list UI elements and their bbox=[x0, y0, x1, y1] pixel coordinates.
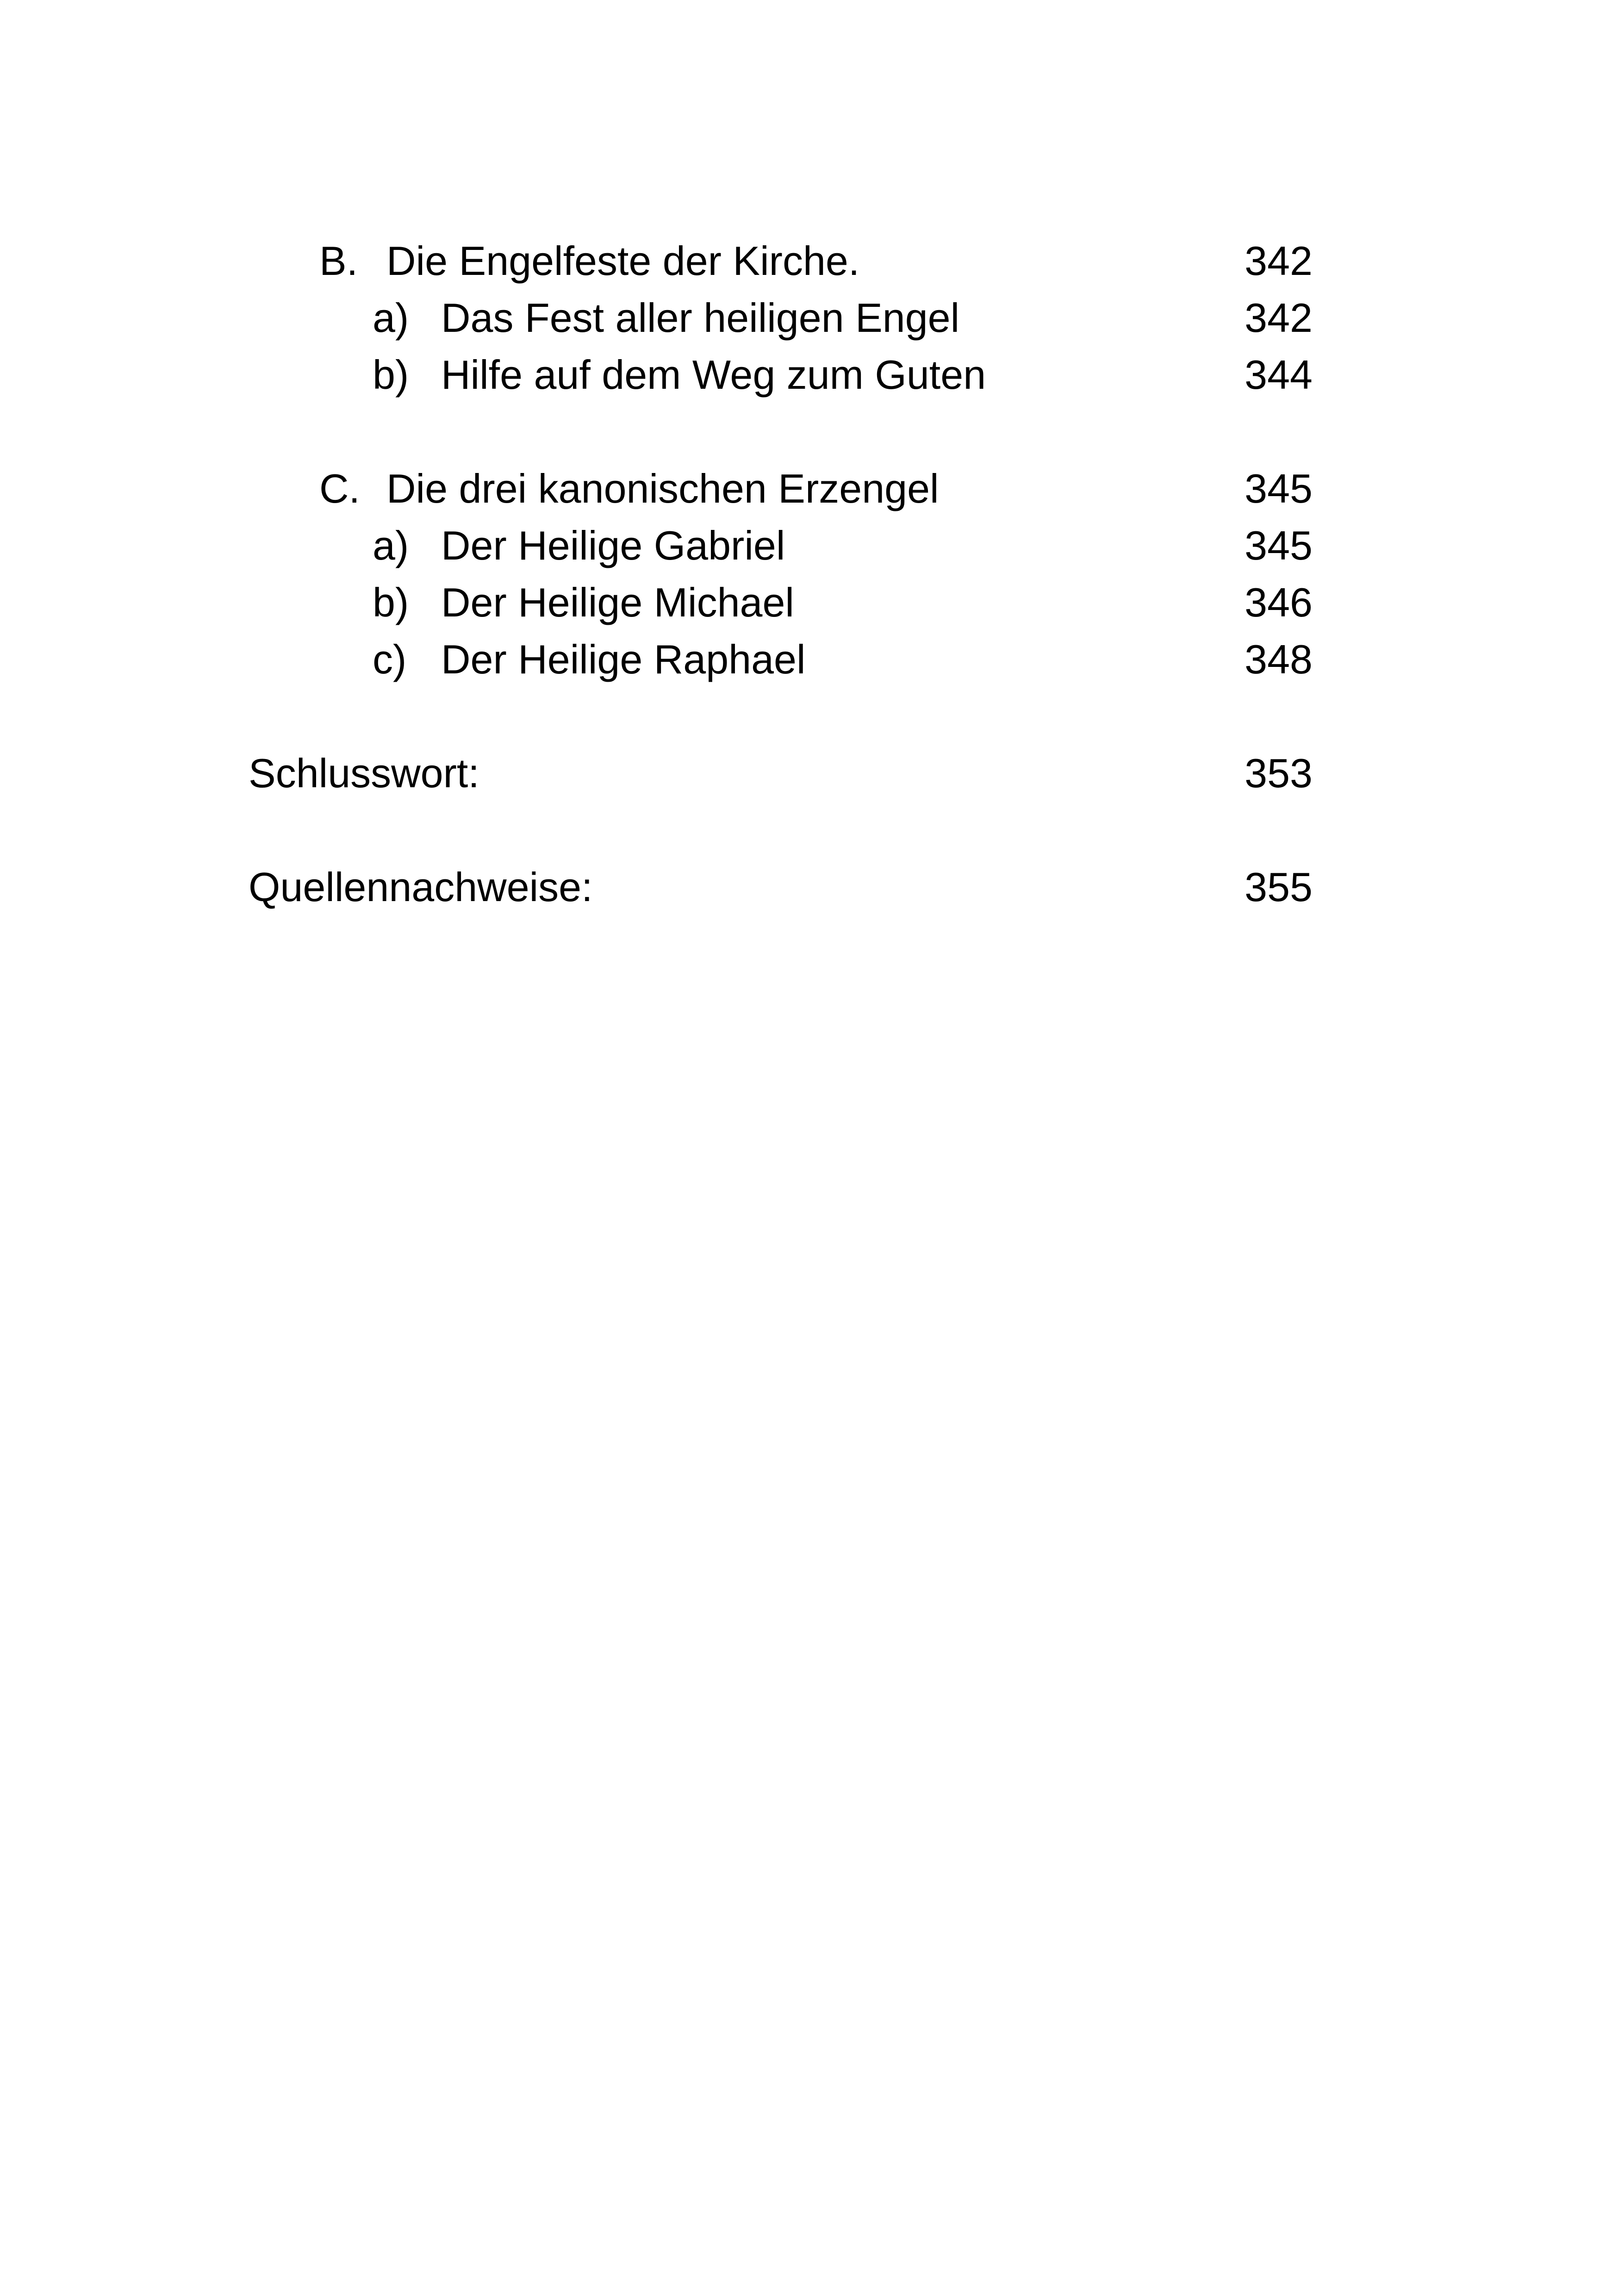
toc-entry-subsection bbox=[0, 289, 1618, 346]
toc-entry-subsection bbox=[0, 631, 1618, 688]
toc-entry-quellennachweise bbox=[0, 859, 1618, 915]
toc-entry-title: Schlusswort: bbox=[249, 750, 479, 796]
toc-entry-subsection bbox=[0, 517, 1618, 574]
toc-entry-title: Die drei kanonischen Erzengel bbox=[386, 466, 939, 511]
toc-entry-subsection bbox=[0, 346, 1618, 403]
toc-entry-page-number: 345 bbox=[1245, 523, 1313, 568]
toc-entry-marker: a) bbox=[373, 523, 409, 568]
toc-entry-marker: C. bbox=[319, 466, 360, 511]
toc-entry-page-number: 344 bbox=[1245, 352, 1313, 398]
toc-entry-title: Hilfe auf dem Weg zum Guten bbox=[441, 352, 986, 398]
toc-entry-title: Der Heilige Michael bbox=[441, 579, 794, 625]
toc-entry-page-number: 353 bbox=[1245, 750, 1313, 796]
toc-entry-marker: a) bbox=[373, 295, 409, 341]
toc-entry-title: Der Heilige Raphael bbox=[441, 636, 806, 682]
toc-entry-marker: c) bbox=[373, 636, 407, 682]
toc-entry-page-number: 342 bbox=[1245, 295, 1313, 341]
toc-entry-title: Die Engelfeste der Kirche. bbox=[386, 238, 860, 284]
toc-entry-marker: b) bbox=[373, 352, 409, 398]
toc-entry-page-number: 345 bbox=[1245, 466, 1313, 511]
toc-entry-section-b bbox=[0, 232, 1618, 289]
toc-entry-schlusswort bbox=[0, 745, 1618, 802]
toc-entry-section-c bbox=[0, 460, 1618, 517]
toc-entry-subsection bbox=[0, 574, 1618, 631]
toc-entry-page-number: 346 bbox=[1245, 579, 1313, 625]
toc-entry-page-number: 342 bbox=[1245, 238, 1313, 284]
toc-entry-page-number: 348 bbox=[1245, 636, 1313, 682]
toc-entry-title: Der Heilige Gabriel bbox=[441, 523, 785, 568]
toc-entry-marker: b) bbox=[373, 579, 409, 625]
toc-entry-title: Quellennachweise: bbox=[249, 864, 593, 910]
toc-entry-page-number: 355 bbox=[1245, 864, 1313, 910]
toc-entry-title: Das Fest aller heiligen Engel bbox=[441, 295, 960, 341]
toc-entry-marker: B. bbox=[319, 238, 358, 284]
